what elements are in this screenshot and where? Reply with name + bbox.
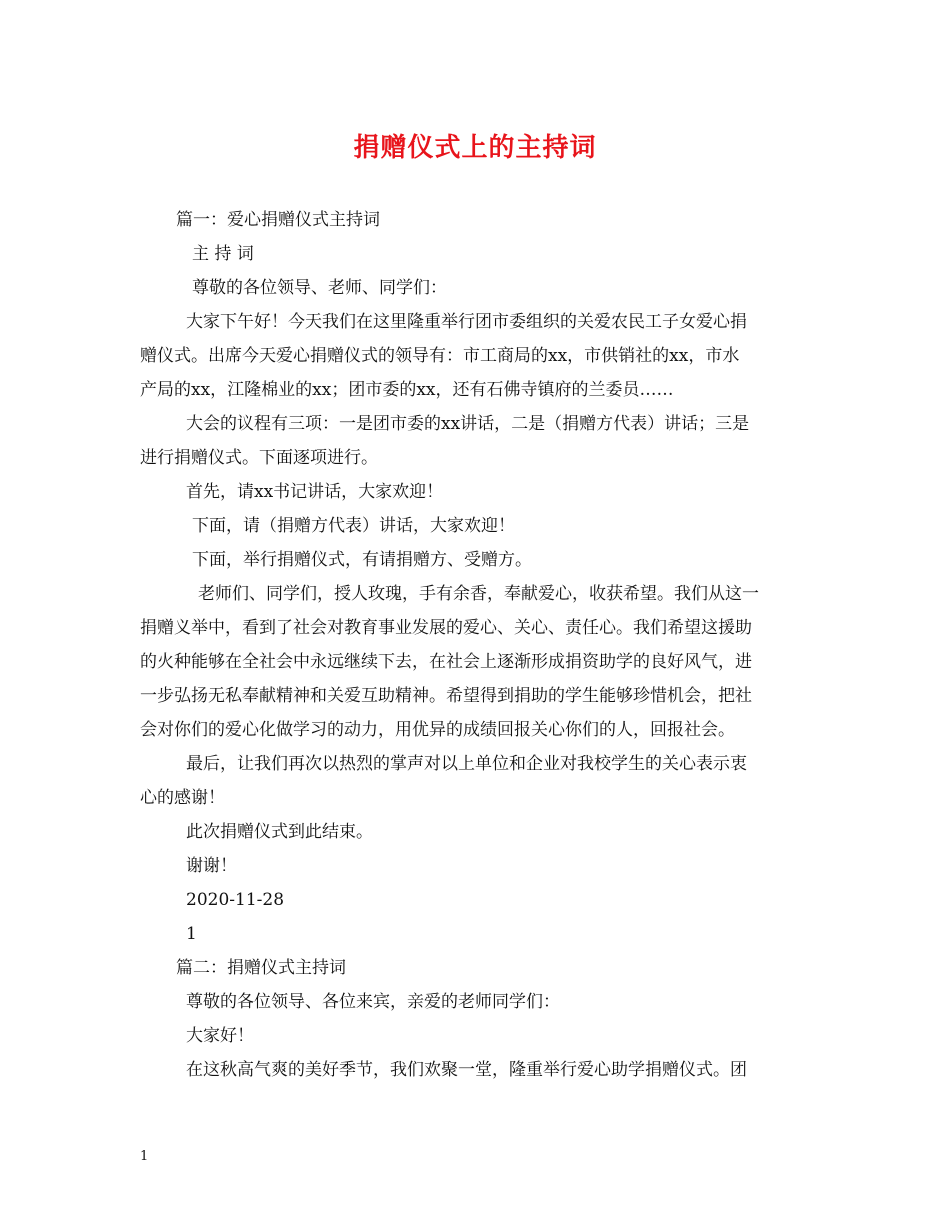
document-body [140, 203, 812, 1087]
paragraph-line: 一步弘扬无私奉献精神和关爱互助精神。希望得到捐助的学生能够珍惜机会，把社 [140, 686, 752, 706]
paragraph-line: 最后，让我们再次以热烈的掌声对以上单位和企业对我校学生的关心表示衷 [186, 754, 747, 774]
salutation: 尊敬的各位领导、老师、同学们： [192, 278, 447, 298]
paragraph-line: 此次捐赠仪式到此结束。 [186, 822, 373, 842]
paragraph-line: 在这秋高气爽的美好季节，我们欢聚一堂，隆重举行爱心助学捐赠仪式。团 [186, 1060, 747, 1080]
paragraph-line: 下面，请（捐赠方代表）讲话，大家欢迎！ [192, 516, 515, 536]
paragraph-line: 老师们、同学们，授人玫瑰，手有余香，奉献爱心，收获希望。我们从这一 [198, 584, 759, 604]
paragraph-line: 心的感谢！ [140, 788, 225, 808]
document-title: 捐赠仪式上的主持词 [353, 133, 597, 163]
paragraph-line: 下面，举行捐赠仪式，有请捐赠方、受赠方。 [192, 550, 532, 570]
paragraph-line: 谢谢！ [186, 856, 237, 876]
paragraph-line: 赠仪式。出席今天爱心捐赠仪式的领导有：市工商局的xx，市供销社的xx，市水 [140, 346, 740, 366]
paragraph-line: 首先，请xx书记讲话，大家欢迎！ [186, 482, 444, 502]
paragraph-line: 产局的xx，江隆棉业的xx；团市委的xx，还有石佛寺镇府的兰委员…… [140, 380, 674, 400]
paragraph-line: 进行捐赠仪式。下面逐项进行。 [140, 448, 378, 468]
salutation: 尊敬的各位领导、各位来宾，亲爱的老师同学们： [186, 992, 560, 1012]
date-line: 2020-11-28 [186, 890, 285, 910]
paragraph-line: 大家好！ [186, 1026, 254, 1046]
paragraph-line: 会对你们的爱心化做学习的动力，用优异的成绩回报关心你们的人，回报社会。 [140, 720, 735, 740]
page-number: 1 [140, 1149, 149, 1164]
paragraph-line: 的火种能够在全社会中永远继续下去，在社会上逐渐形成捐资助学的良好风气，进 [140, 652, 752, 672]
subheading: 主 持 词 [192, 244, 254, 264]
paragraph-line: 大会的议程有三项：一是团市委的xx讲话，二是（捐赠方代表）讲话；三是 [186, 414, 750, 434]
section-heading-2: 篇二：捐赠仪式主持词 [176, 958, 346, 978]
paragraph-line: 1 [186, 924, 197, 944]
paragraph-line: 大家下午好！今天我们在这里隆重举行团市委组织的关爱农民工子女爱心捐 [186, 312, 747, 332]
section-heading-1: 篇一：爱心捐赠仪式主持词 [176, 210, 380, 230]
paragraph-line: 捐赠义举中，看到了社会对教育事业发展的爱心、关心、责任心。我们希望这援助 [140, 618, 752, 638]
